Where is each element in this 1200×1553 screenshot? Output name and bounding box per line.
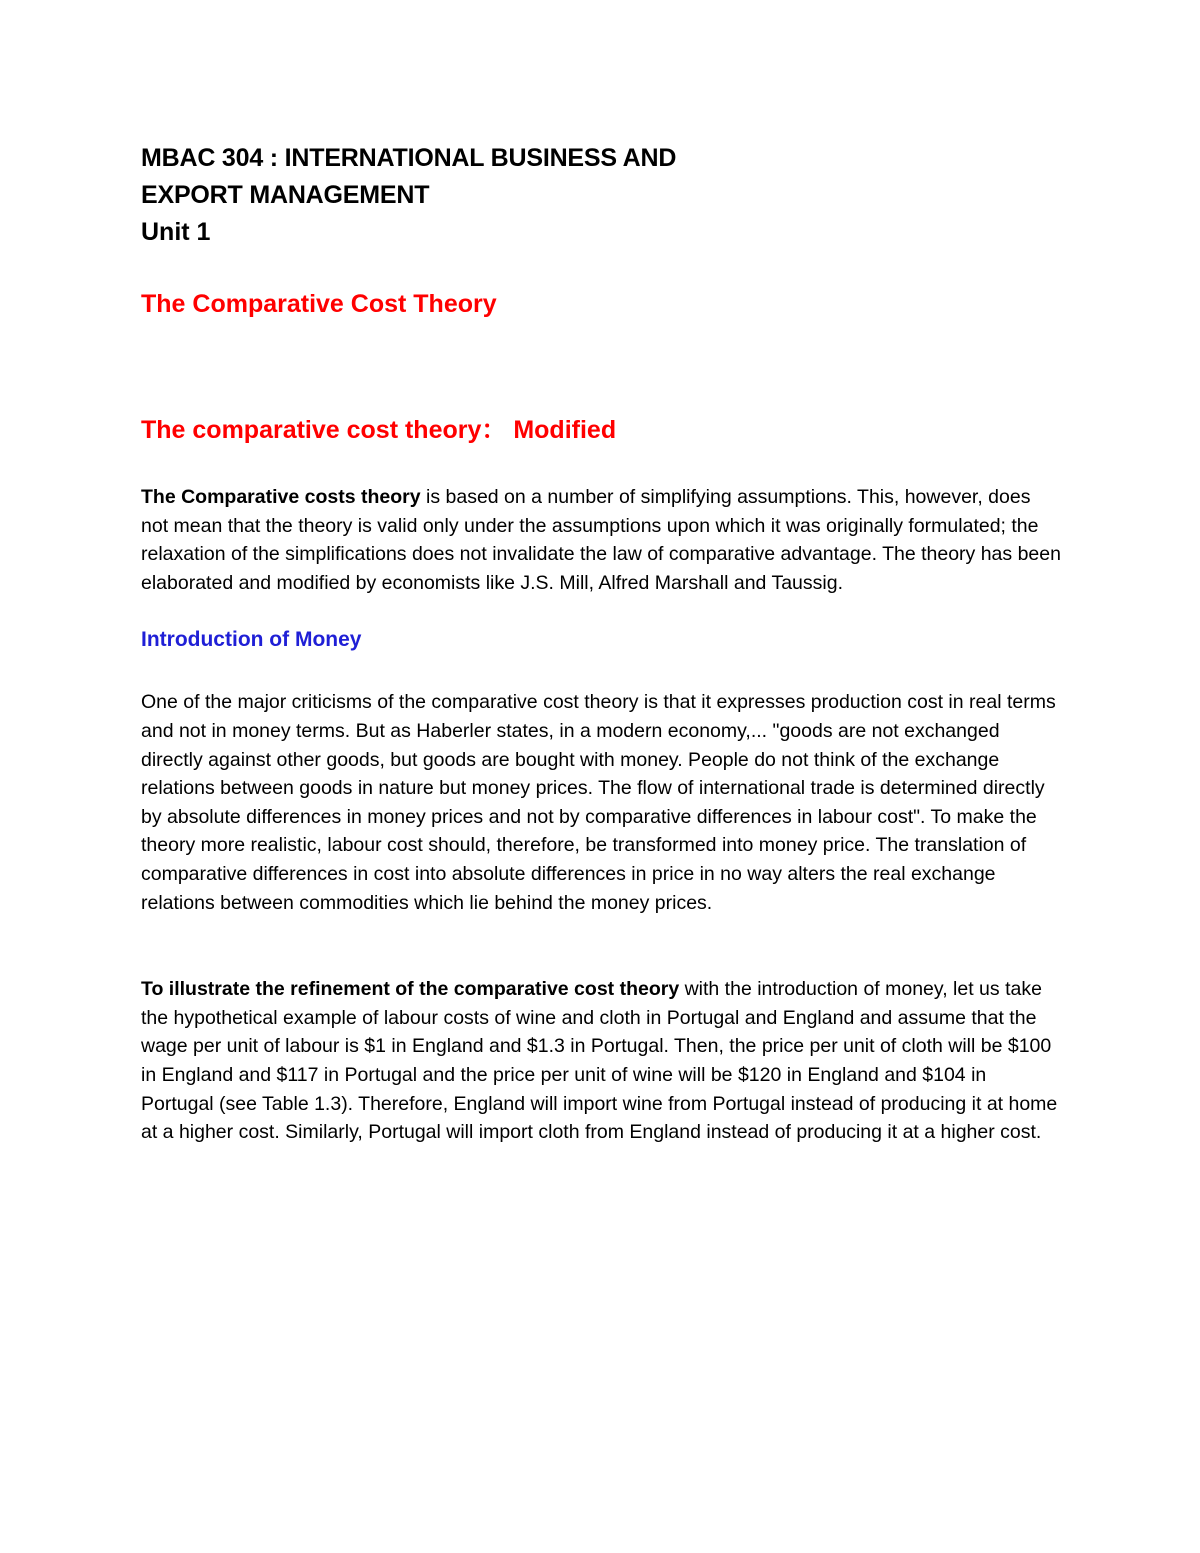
heading-comparative-cost-theory: The Comparative Cost Theory <box>141 290 497 318</box>
illustrate-bold-lead: To illustrate the refinement of the comparative cost theory <box>141 978 680 1001</box>
illustrate-paragraph <box>141 975 1061 1147</box>
intro-text: is based on a number of simplifying assumptions. This, however, does not mean that the theory is valid only under the assumptions upon which it was originally formulated; the relaxation of the simplifications does not invalidate the law of comparative advantage. The theory has been elaborated and modified by economists like J.S. Mill, Alfred Marshall and Taussig. <box>141 486 1061 594</box>
course-title-line-2: EXPORT MANAGEMENT <box>141 181 430 209</box>
money-paragraph: One of the major criticisms of the comparative cost theory is that it expresses production cost in real terms and not in money terms. But as Haberler states, in a modern economy,... "goods are not exchanged directly against other goods, but goods are bought with money. People do not think of the exchange relations between goods in nature but money prices. The flow of international trade is determined directly by absolute differences in money prices and not by comparative differences in labour cost". To make the theory more realistic, labour cost should, therefore, be transformed into money price. The translation of comparative differences in cost into absolute differences in price in no way alters the real exchange relations between commodities which lie behind the money prices. <box>141 691 1056 914</box>
course-title-line-1: MBAC 304 : INTERNATIONAL BUSINESS AND <box>141 144 677 172</box>
intro-paragraph <box>141 483 1061 597</box>
heading-introduction-of-money: Introduction of Money <box>141 628 362 652</box>
illustrate-text: with the introduction of money, let us take the hypothetical example of labour costs of wine and cloth in Portugal and England and assume that the wage per unit of labour is $1 in England and $1.3 in Portugal. Then, the price per unit of cloth will be $100 in England and $117 in Portugal and the price per unit of wine will be $120 in England and $104 in Portugal (see Table 1.3). Therefore, England will import wine from Portugal instead of producing it at home at a higher cost. Similarly, Portugal will import cloth from England instead of producing it at a higher cost. <box>141 978 1058 1144</box>
document-page <box>141 140 1061 1147</box>
intro-bold-lead: The Comparative costs theory <box>141 486 421 508</box>
heading-theory-modified: The comparative cost theory： Modified <box>141 416 617 444</box>
unit-label: Unit 1 <box>141 218 211 246</box>
